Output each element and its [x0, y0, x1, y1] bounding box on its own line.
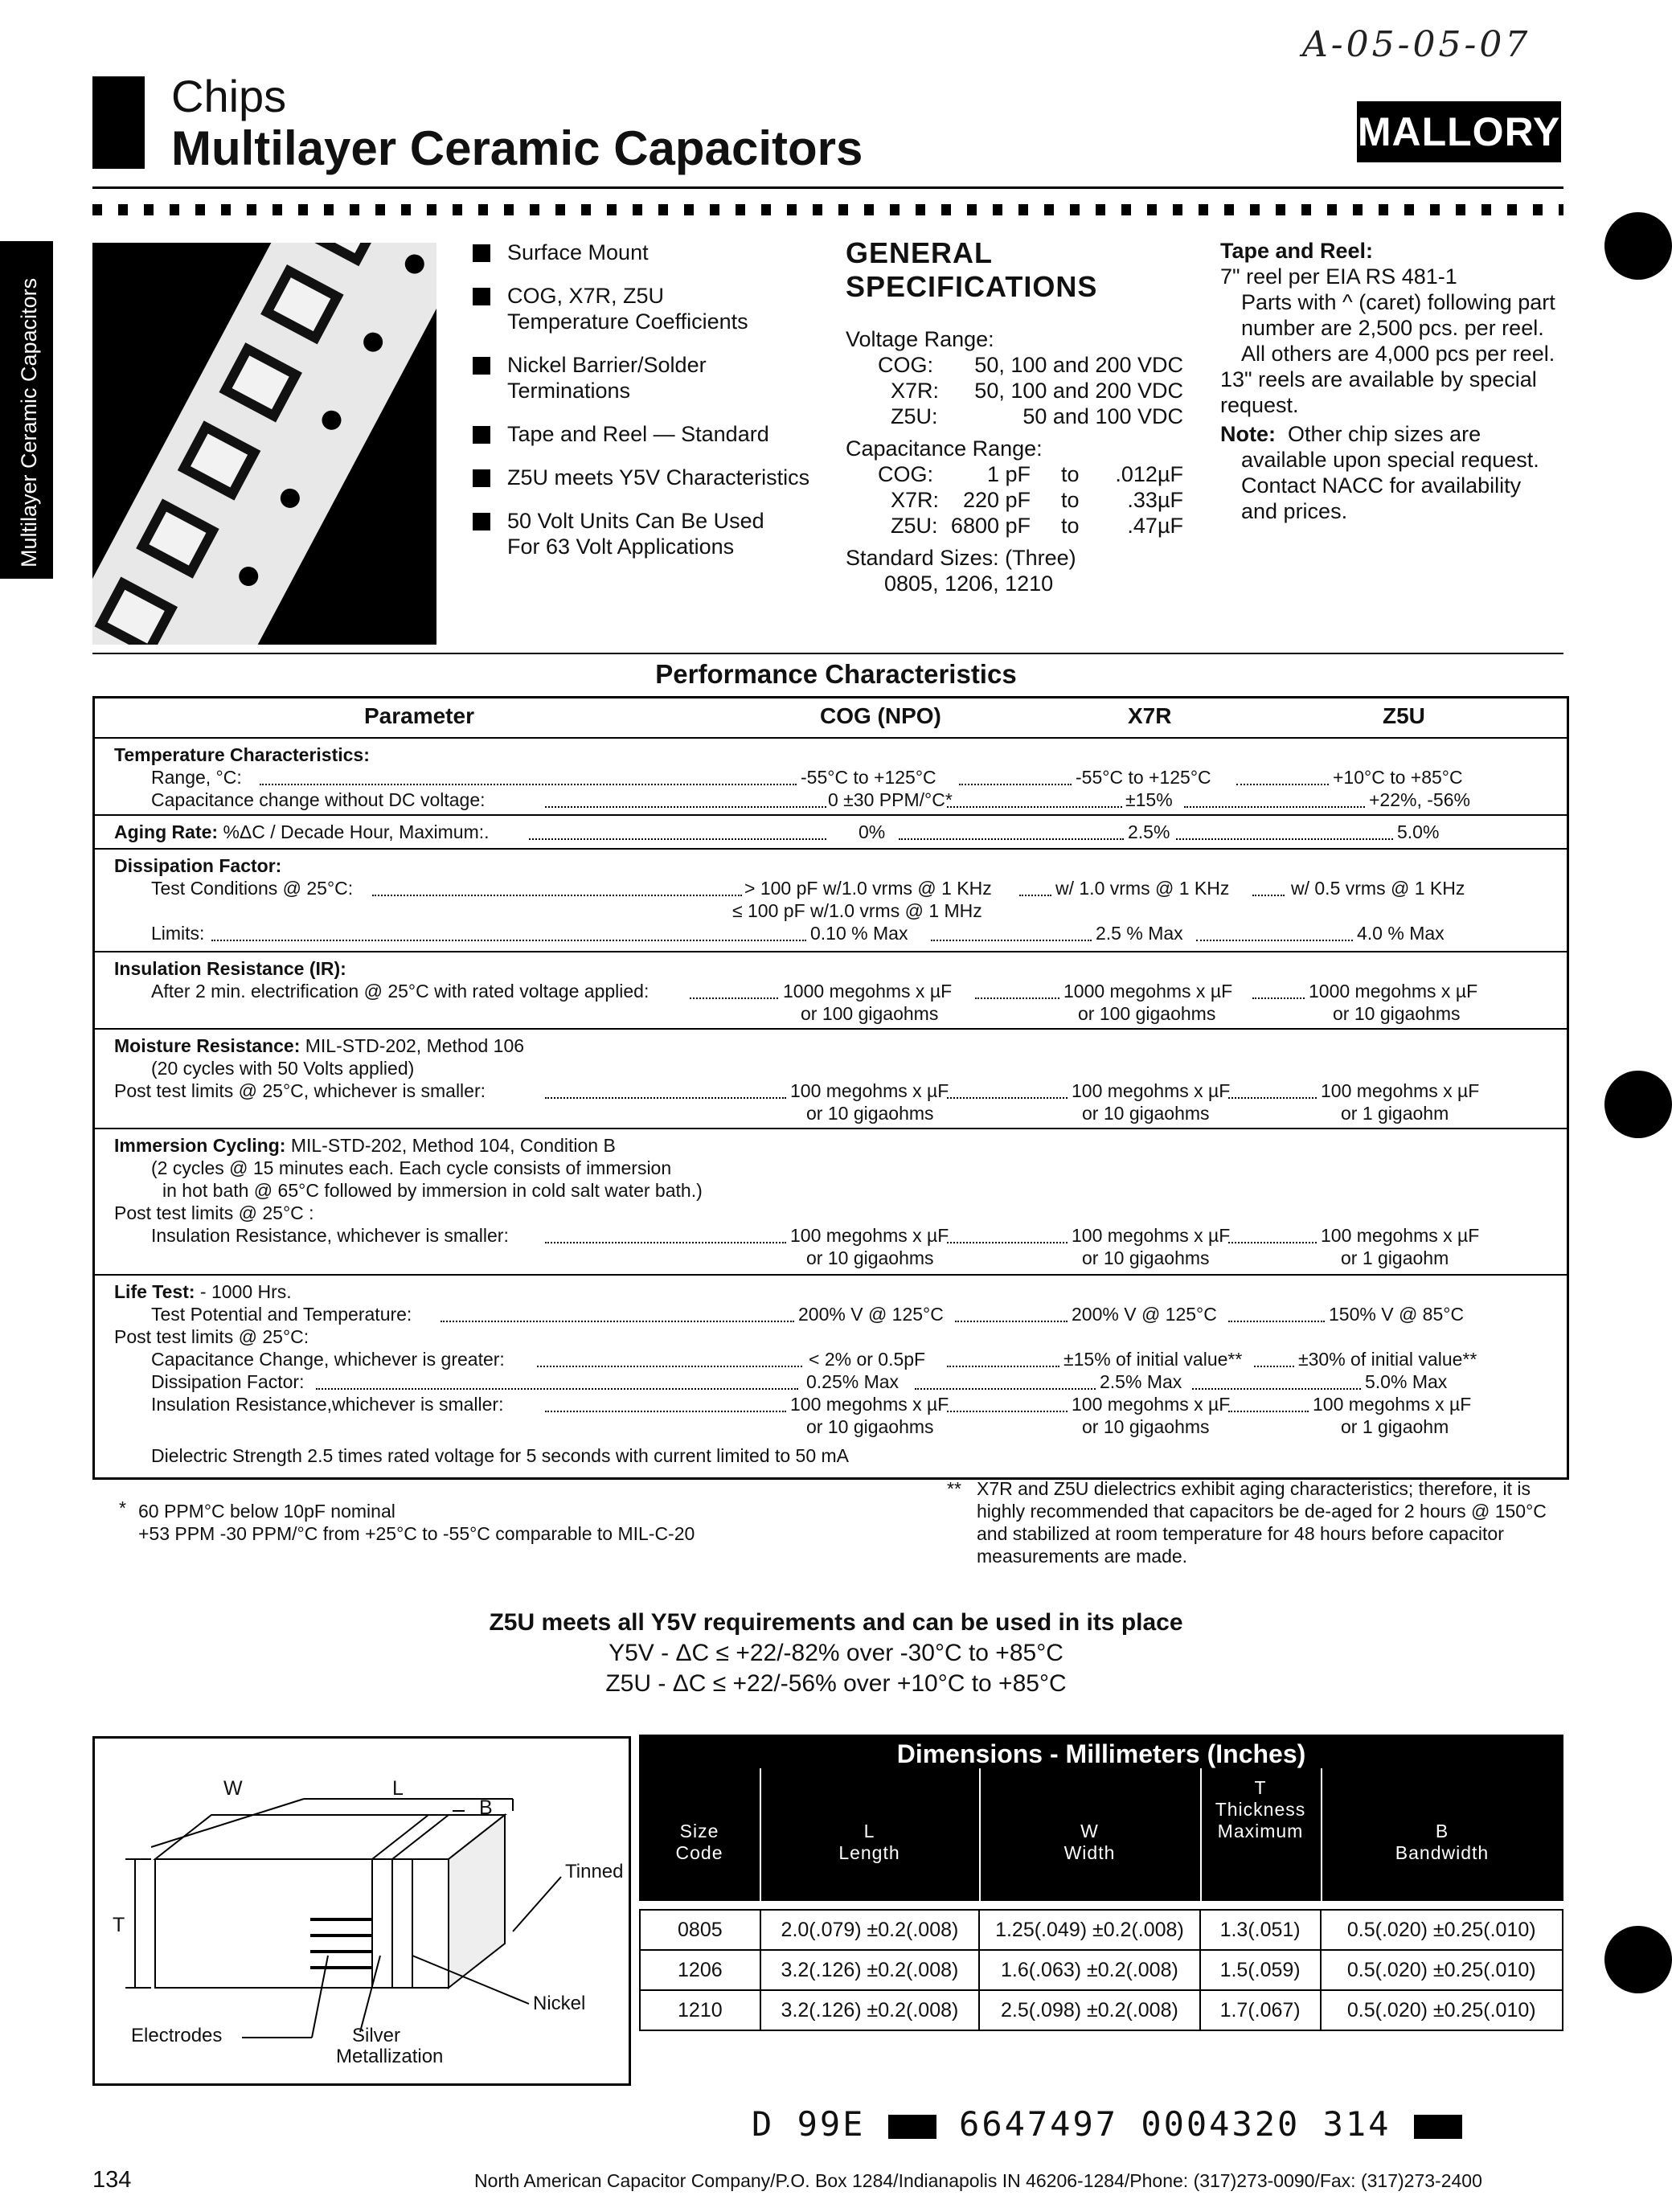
- col-header: Parameter: [364, 703, 474, 728]
- punch-hole: [1604, 1926, 1672, 1993]
- header-rule: [92, 186, 1563, 189]
- silver-label: Silver: [352, 2025, 401, 2046]
- catalog-code: D 99E 6647497 0004320 314: [752, 2104, 1462, 2144]
- feature-item: Z5U meets Y5V Characteristics: [473, 465, 826, 490]
- col-length: L Length: [838, 1821, 900, 1863]
- voltage-label: Voltage Range:: [846, 327, 994, 351]
- col-bandwidth: B Bandwidth: [1395, 1821, 1490, 1863]
- col-thickness: T Thickness Maximum: [1215, 1777, 1306, 1841]
- performance-title: Performance Characteristics: [655, 659, 1017, 689]
- temp-head: Temperature Characteristics:: [114, 744, 370, 765]
- table-row: 1206 3.2(.126) ±0.2(.008) 1.6(.063) ±0.2(.008) 1.5(.059) 0.5(.020) ±0.25(.010): [640, 1950, 1563, 1990]
- footnote-dstar: **: [947, 1478, 961, 1499]
- feature-item: 50 Volt Units Can Be Used For 63 Volt Applications: [473, 508, 797, 559]
- header-block: [92, 76, 145, 169]
- footnote-star: *: [119, 1497, 126, 1518]
- sizes-value: 0805, 1206, 1210: [884, 571, 1054, 596]
- section-rule: [92, 653, 1563, 654]
- dimensions-title: Dimensions - Millimeters (Inches): [896, 1739, 1306, 1768]
- sizes-label: Standard Sizes: (Three): [846, 546, 1076, 570]
- brand-logo: MALLORY: [1357, 101, 1561, 162]
- nickel-label: Nickel: [533, 1993, 586, 2014]
- dielectric-note: Dielectric Strength 2.5 times rated voltage for 5 seconds with current limited to 50 mA: [151, 1445, 850, 1466]
- y5v-line: Y5V - ΔC ≤ +22/-82% over -30°C to +85°C: [609, 1640, 1063, 1666]
- col-header: Z5U: [1383, 703, 1425, 728]
- tinned-label: Tinned: [565, 1861, 624, 1882]
- ir-head: Insulation Resistance (IR):: [114, 958, 346, 979]
- general-specs-title: GENERAL SPECIFICATIONS: [846, 236, 1098, 303]
- voltage-range: COG: 50, 100 and 200 VDC X7R: 50, 100 and 200 VDC Z5U: 50 and 100 VDC: [878, 353, 1183, 428]
- product-photo: [92, 243, 436, 645]
- dimensions-table: [639, 1735, 1563, 2031]
- z5u-line: Z5U - ΔC ≤ +22/-56% over +10°C to +85°C: [605, 1670, 1067, 1697]
- feature-item: COG, X7R, Z5U Temperature Coefficients: [473, 283, 781, 334]
- dim-t-label: T: [113, 1914, 125, 1936]
- table-row: 0805 2.0(.079) ±0.2(.008) 1.25(.049) ±0.2(.008) 1.3(.051) 0.5(.020) ±0.25(.010): [640, 1910, 1563, 1950]
- side-tab: [0, 241, 53, 579]
- feature-item: Nickel Barrier/Solder Terminations: [473, 352, 764, 403]
- page-number: 134: [92, 2167, 132, 2193]
- df-head: Dissipation Factor:: [114, 855, 282, 876]
- electrodes-label: Electrodes: [131, 2025, 223, 2046]
- side-tab-label: Multilayer Ceramic Capacitors: [17, 277, 41, 567]
- feature-item: Surface Mount: [473, 240, 826, 265]
- immersion-head: Immersion Cycling: MIL-STD-202, Method 104, Condition B: [114, 1135, 616, 1156]
- dotted-rule: [92, 204, 1563, 215]
- table-row: 1210 3.2(.126) ±0.2(.008) 2.5(.098) ±0.2(.008) 1.7(.067) 0.5(.020) ±0.25(.010): [640, 1990, 1563, 2030]
- capacitance-label: Capacitance Range:: [846, 436, 1043, 461]
- performance-table: Parameter COG (NPO) X7R Z5U Temperature Characteristics: Range, °C: -55°C to +125°C -55°C to +125°C +10°C to +85°C Capacitance change without DC voltage: 0 ±30 PPM/°C* ±15% +22%, -56% Aging Rate: %ΔC / Decade Hour, Maximum:. 0% 2.5% 5.0% Dissipation Factor: Test Conditions @ 25°C: > 100 pF w/1.0 vrms @ 1 KHz w/ 1.0 vrms @ 1 KHz w/ 0.5 vrms @ 1 KHz ≤ 100 pF w/1.0 vrms @ 1 MHz Limits: 0.10 % Max 2.5 % Max 4.0 % Max Insulation Resistance (IR): After 2 min. electrification @ 25°C with rated voltage applied: 1000 megohms x µF 1000 megohms x µF 1000 megohms x µF or 100 gigaohms or 100 gigaohms or 10 gigaohms Moisture Resistance: MIL-STD-202, Method 106 (20 cycles with 50 Volts applied) Post test limits @ 25°C, whichever is smaller: 100 megohms x µF 100 megohms x µF 100 megohms x µF or 10 gigaohms or 10 gigaohms or 1 gigaohm Immersion Cycling: MIL-STD-202, Method 104, Condition B (2 cycles @ 15 minutes each. Each cycle consists of immersion in hot bath @ 65°C followed by immersion in cold salt water bath.) Post test limits @ 25°C : Insulation Resistance, whichever is smaller: 100 megohms x µF 100 megohms x µF 100 megohms x µF or 10 gigaohms or 10 gigaohms or 1 gigaohm Life Test: - 1000 Hrs. Test Potential and Temperature: 200% V @ 125°C 200% V @ 125°C 150% V @ 85°C Post test limits @ 25°C: Capacitance Change, whichever is greater: < 2% or 0.5pF ±15% of initial value** ±30% of initial value** Dissipation Factor: 0.25% Max 2.5% Max 5.0% Max Insulation Resistance,whichever is smaller: 100 megohms x µF 100 megohms x µF 100 megohms x µF or 10 gigaohms or 10 gigaohms or 1 gigaohm Dielectric Strength 2.5 times rated voltage for 5 seconds with current limited to 50 mA: [92, 696, 1569, 1480]
- feature-item: Tape and Reel — Standard: [473, 421, 826, 447]
- dim-b-label: B: [479, 1796, 493, 1819]
- capacitance-range: COG: 1 pF to .012µF X7R: 220 pF to .33µF Z5U: 6800 pF to .47µF: [878, 462, 1183, 538]
- page-title: Chips: [171, 71, 287, 121]
- footnote-aging: X7R and Z5U dielectrics exhibit aging characteristics; therefore, it is highly recommended that capacitors be de-aged for 2 hours @ 150°C and stabilized at room temperature for 48 hours before capacitor measurements are made.: [977, 1478, 1547, 1567]
- chip-diagram: [92, 1736, 631, 2086]
- aging-row: Aging Rate: %ΔC / Decade Hour, Maximum:.: [114, 821, 490, 842]
- footer-address: North American Capacitor Company/P.O. Box 1284/Indianapolis IN 46206-1284/Phone: (317)273-0090/Fax: (317)273-2400: [474, 2170, 1482, 2191]
- feature-list: [473, 240, 826, 577]
- z5u-title: Z5U meets all Y5V requirements and can be used in its place: [489, 1609, 1183, 1636]
- dim-l-label: L: [392, 1777, 404, 1800]
- col-header: X7R: [1128, 703, 1172, 728]
- moisture-head: Moisture Resistance: MIL-STD-202, Method 106: [114, 1035, 525, 1056]
- col-width: W Width: [1063, 1821, 1116, 1863]
- handwritten-note: A-05-05-07: [1302, 24, 1531, 65]
- life-head: Life Test: - 1000 Hrs.: [114, 1281, 292, 1302]
- col-size: Size Code: [675, 1821, 723, 1863]
- metallization-label: Metallization: [336, 2046, 444, 2067]
- punch-hole: [1604, 1071, 1672, 1138]
- dim-w-label: W: [223, 1777, 243, 1800]
- page-subtitle: Multilayer Ceramic Capacitors: [171, 121, 863, 175]
- tape-reel-block: Tape and Reel: 7" reel per EIA RS 481-1 Parts with ^ (caret) following part number are 2,500 pcs. per reel. All others are 4,000 pcs per reel. 13" reels are available by special request. Note: Other chip sizes are available upon special request. Contact NACC for availability and prices.: [1220, 239, 1555, 523]
- col-header: COG (NPO): [820, 703, 941, 728]
- dimensions-header: [639, 1735, 1563, 1901]
